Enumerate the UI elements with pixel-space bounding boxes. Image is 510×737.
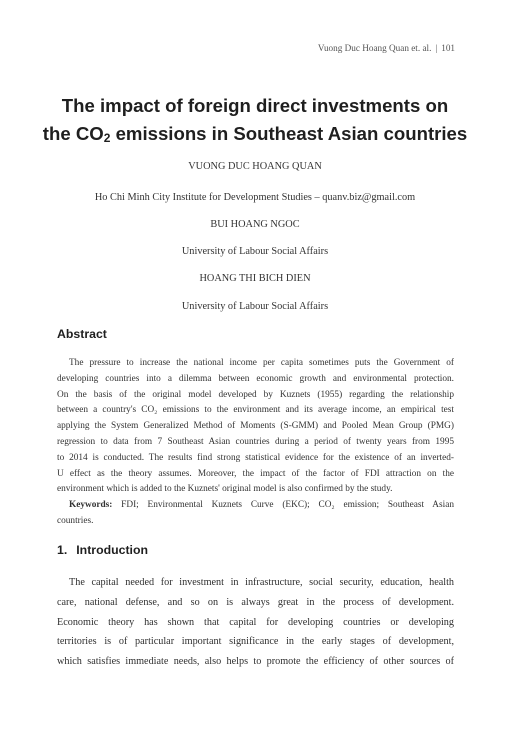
introduction-heading [57, 543, 148, 557]
abstract-line: to 2014 is conducted. The results find strong statistical evidence for the existence of an inverted- [57, 452, 454, 463]
abstract-line: U effect as the theory assumes. Moreover, the impact of the factor of FDI attraction on the [57, 468, 454, 479]
title-line-2 [40, 120, 470, 153]
running-head-separator: | [435, 43, 438, 53]
title-line-2-prefix: the CO [42, 122, 104, 144]
section-number: 1. [57, 543, 68, 557]
abstract-line: On the basis of the original model developed by Kuznets (1955) regarding the relationship [57, 389, 454, 400]
abstract-heading: Abstract [57, 327, 107, 341]
introduction-body [57, 573, 454, 672]
keywords-line: countries. [57, 515, 94, 526]
abstract-line: regression to data from 7 Southeast Asian countries during a period of twenty years from 1995 [57, 436, 454, 447]
title-line-2-suffix: emissions in Southeast Asian countries [110, 122, 468, 144]
keywords-text: FDI; Environmental Kuznets Curve (EKC); CO₂ emission; Southeast Asian [112, 500, 454, 511]
abstract-line: The pressure to increase the national income per capita sometimes puts the Government of [69, 358, 454, 368]
section-title: Introduction [76, 543, 148, 557]
keywords-label: Keywords: [69, 500, 113, 511]
intro-line: care, national defense, and so on is always great in the process of development. [57, 596, 454, 608]
author-3-name: HOANG THI BICH DIEN [199, 273, 311, 284]
intro-line: Economic theory has shown that capital for developing countries or developing [57, 616, 454, 628]
author-1-name: VUONG DUC HOANG QUAN [188, 161, 322, 172]
intro-line: territories is of particular important significance in the early stages of development, [57, 636, 454, 648]
intro-line: which satisfies immediate needs, also helps to promote the efficiency of other sources of [57, 656, 454, 668]
abstract-line: between a country's CO₂ emissions to the environment and its average income, an empirical test [57, 405, 454, 416]
paper-title [40, 92, 470, 152]
author-1-affiliation: Ho Chi Minh City Institute for Development Studies – quanv.biz@gmail.com [94, 192, 416, 203]
author-2-name: BUI HOANG NGOC [210, 219, 300, 230]
running-head [318, 43, 455, 53]
title-subscript: 2 [103, 130, 111, 145]
abstract-line: applying the System Generalized Method of Moments (S-GMM) and Pooled Mean Group (PMG) [57, 421, 454, 432]
author-3-affiliation: University of Labour Social Affairs [181, 301, 329, 312]
abstract-body [57, 356, 454, 530]
abstract-line: developing countries into a dilemma between economic growth and environmental protection. [57, 373, 454, 384]
author-2-affiliation: University of Labour Social Affairs [181, 246, 329, 257]
intro-line: The capital needed for investment in infrastructure, social security, education, health [69, 577, 454, 588]
title-line-1: The impact of foreign direct investments on [61, 95, 449, 116]
keywords-line [57, 498, 454, 514]
abstract-line: environment which is added to the Kuznets' original model is also confirmed by the study. [57, 484, 393, 495]
running-head-authors: Vuong Duc Hoang Quan et. al. [317, 43, 432, 53]
page-number: 101 [441, 43, 455, 53]
